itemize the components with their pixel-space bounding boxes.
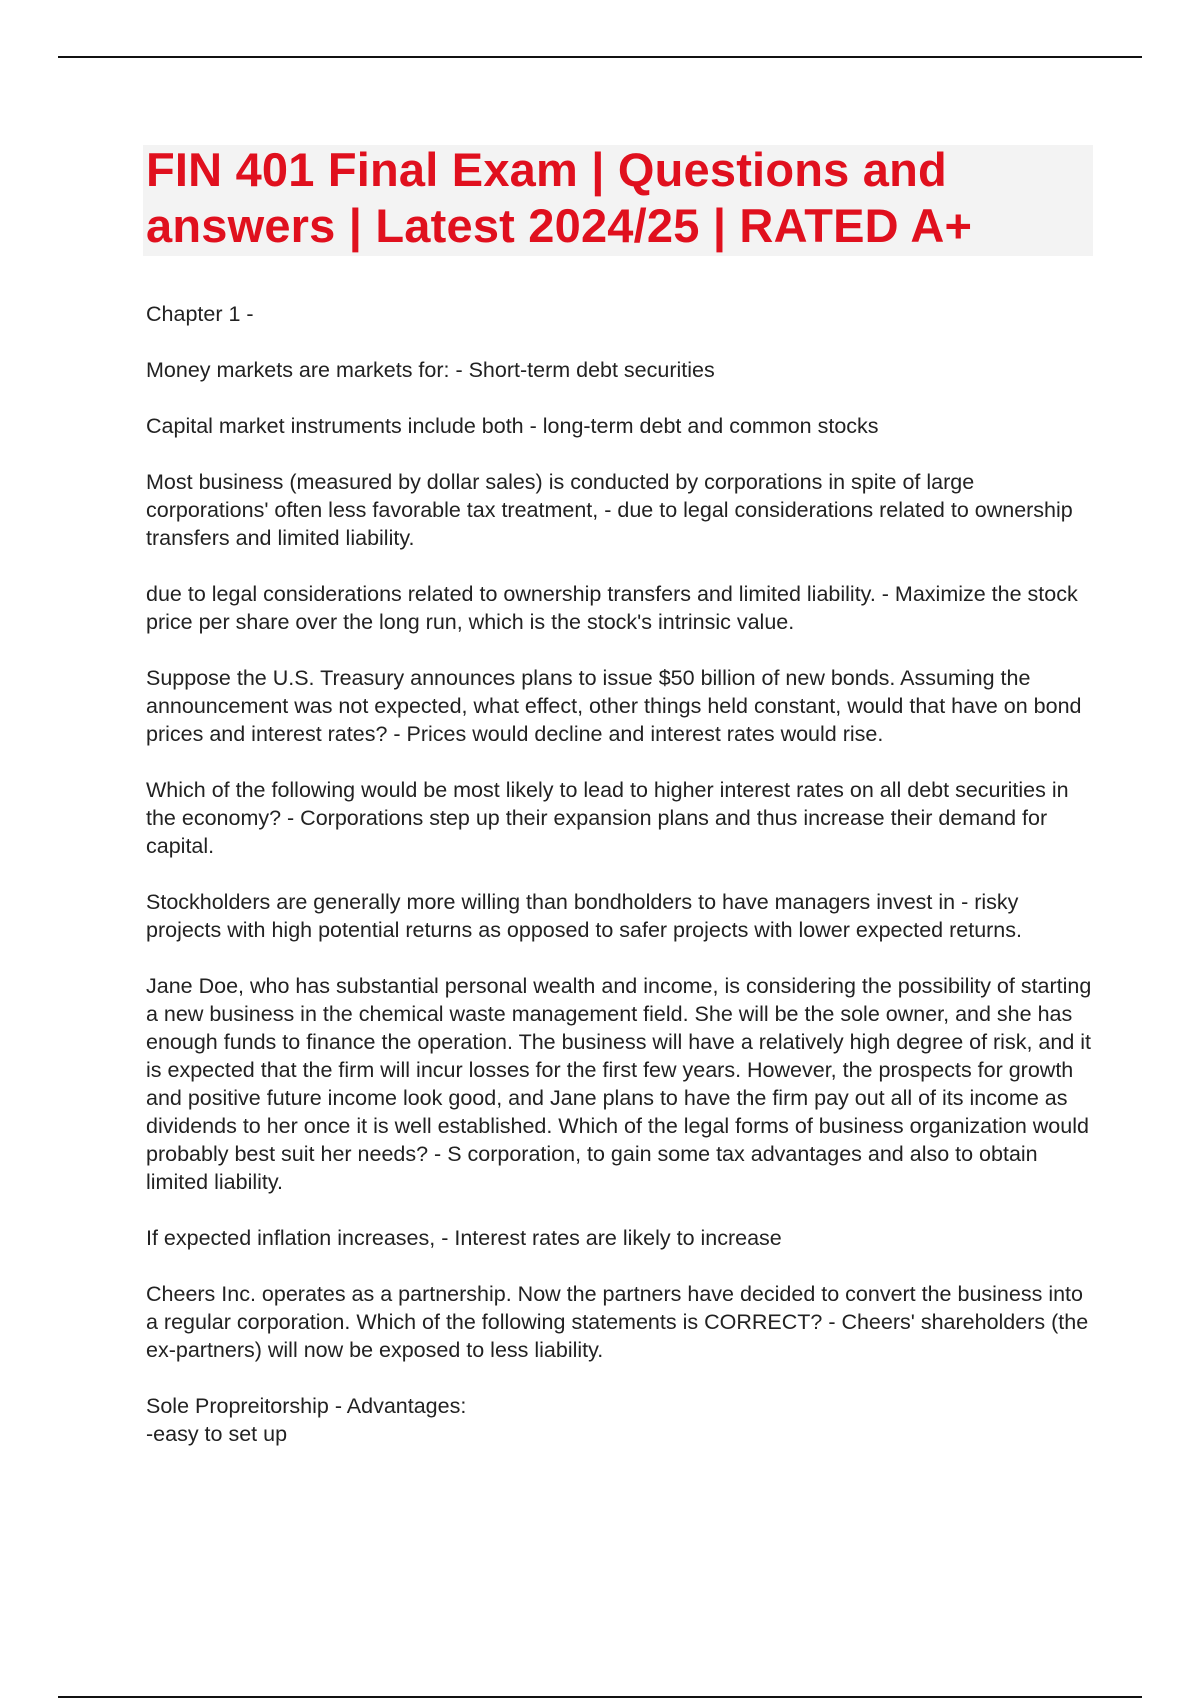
bottom-rule xyxy=(58,1696,1142,1698)
qa-item: Most business (measured by dollar sales) is conducted by corporations in spite of large corporations' often less favorable tax treatment, - due to legal considerations related to ownership transfers and limited liability. xyxy=(146,470,1073,550)
qa-question: Capital market instruments include both xyxy=(146,414,524,438)
qa-answer: Prices would decline and interest rates would rise. xyxy=(406,722,884,746)
qa-item: Cheers Inc. operates as a partnership. Now the partners have decided to convert the business into a regular corporation. Which of the following statements is CORRECT? - Cheers' shareholders (the ex-partners) will now be exposed to less liability. xyxy=(146,1282,1089,1362)
qa-answer: risky projects with high potential returns as opposed to safer projects with lower expected returns. xyxy=(146,890,1022,942)
qa-item: Money markets are markets for: - Short-term debt securities xyxy=(146,358,715,382)
qa-answer: Interest rates are likely to increase xyxy=(454,1226,782,1250)
qa-question: Most business (measured by dollar sales) is conducted by corporations in spite of large corporations' often less favorable tax treatment, xyxy=(146,470,975,522)
qa-item: Suppose the U.S. Treasury announces plans to issue $50 billion of new bonds. Assuming the announcement was not expected, what effect, other things held constant, would that have on bond prices and interest rates? - Prices would decline and interest rates would rise. xyxy=(146,666,1082,746)
qa-question: If expected inflation increases, xyxy=(146,1226,436,1250)
qa-list xyxy=(146,356,1096,1448)
qa-answer: long-term debt and common stocks xyxy=(542,414,879,438)
qa-item: due to legal considerations related to ownership transfers and limited liability. - Maximize the stock price per share over the long run, which is the stock's intrinsic value. xyxy=(146,582,1078,634)
qa-question: Jane Doe, who has substantial personal wealth and income, is considering the possibility of starting a new business in the chemical waste management field. She will be the sole owner, and she has enough funds to finance the operation. The business will have a relatively high degree of risk, and it is expected that the firm will incur losses for the first few years. However, the prospects for growth and positive future income look good, and Jane plans to have the firm pay out all of its income as dividends to her once it is well established. Which of the legal forms of business organization would probably best suit her needs? xyxy=(146,974,1092,1166)
qa-question: Money markets are markets for: xyxy=(146,358,450,382)
chapter-heading: Chapter 1 - xyxy=(146,302,254,326)
qa-item: Capital market instruments include both - long-term debt and common stocks xyxy=(146,414,879,438)
qa-question: Suppose the U.S. Treasury announces plans to issue $50 billion of new bonds. Assuming the announcement was not expected, what effect, other things held constant, would that have on bond prices and interest rates? xyxy=(146,666,1082,746)
document-title: FIN 401 Final Exam | Questions and answers | Latest 2024/25 | RATED A+ xyxy=(146,143,973,252)
qa-answer: due to legal considerations related to ownership transfers and limited liability. xyxy=(146,498,1073,550)
document-body xyxy=(146,300,1096,1476)
qa-question: Which of the following would be most likely to lead to higher interest rates on all debt securities in the economy? xyxy=(146,778,1069,830)
qa-question: due to legal considerations related to ownership transfers and limited liability. xyxy=(146,582,876,606)
qa-answer: Cheers' shareholders (the ex-partners) will now be exposed to less liability. xyxy=(146,1310,1089,1362)
qa-item: Sole Propreitorship - Advantages: -easy to set up xyxy=(146,1394,467,1446)
qa-question: Stockholders are generally more willing than bondholders to have managers invest in xyxy=(146,890,956,914)
qa-answer: Advantages: -easy to set up xyxy=(146,1394,467,1446)
qa-item: Which of the following would be most likely to lead to higher interest rates on all debt securities in the economy? - Corporations step up their expansion plans and thus increase their demand for capital. xyxy=(146,778,1069,858)
qa-question: Cheers Inc. operates as a partnership. Now the partners have decided to convert the business into a regular corporation. Which of the following statements is CORRECT? xyxy=(146,1282,1083,1334)
qa-answer: S corporation, to gain some tax advantages and also to obtain limited liability. xyxy=(146,1142,1038,1194)
qa-answer: Maximize the stock price per share over the long run, which is the stock's intrinsic value. xyxy=(146,582,1078,634)
qa-answer: Corporations step up their expansion plans and thus increase their demand for capital. xyxy=(146,806,1048,858)
qa-item: If expected inflation increases, - Interest rates are likely to increase xyxy=(146,1226,782,1250)
qa-item: Stockholders are generally more willing than bondholders to have managers invest in - risky projects with high potential returns as opposed to safer projects with lower expected returns. xyxy=(146,890,1022,942)
qa-answer: Short-term debt securities xyxy=(468,358,715,382)
qa-question: Sole Propreitorship xyxy=(146,1394,329,1418)
top-rule xyxy=(58,56,1142,58)
qa-item: Jane Doe, who has substantial personal wealth and income, is considering the possibility of starting a new business in the chemical waste management field. She will be the sole owner, and she has enough funds to finance the operation. The business will have a relatively high degree of risk, and it is expected that the firm will incur losses for the first few years. However, the prospects for growth and positive future income look good, and Jane plans to have the firm pay out all of its income as dividends to her once it is well established. Which of the legal forms of business organization would probably best suit her needs? - S corporation, to gain some tax advantages and also to obtain limited liability. xyxy=(146,974,1092,1194)
